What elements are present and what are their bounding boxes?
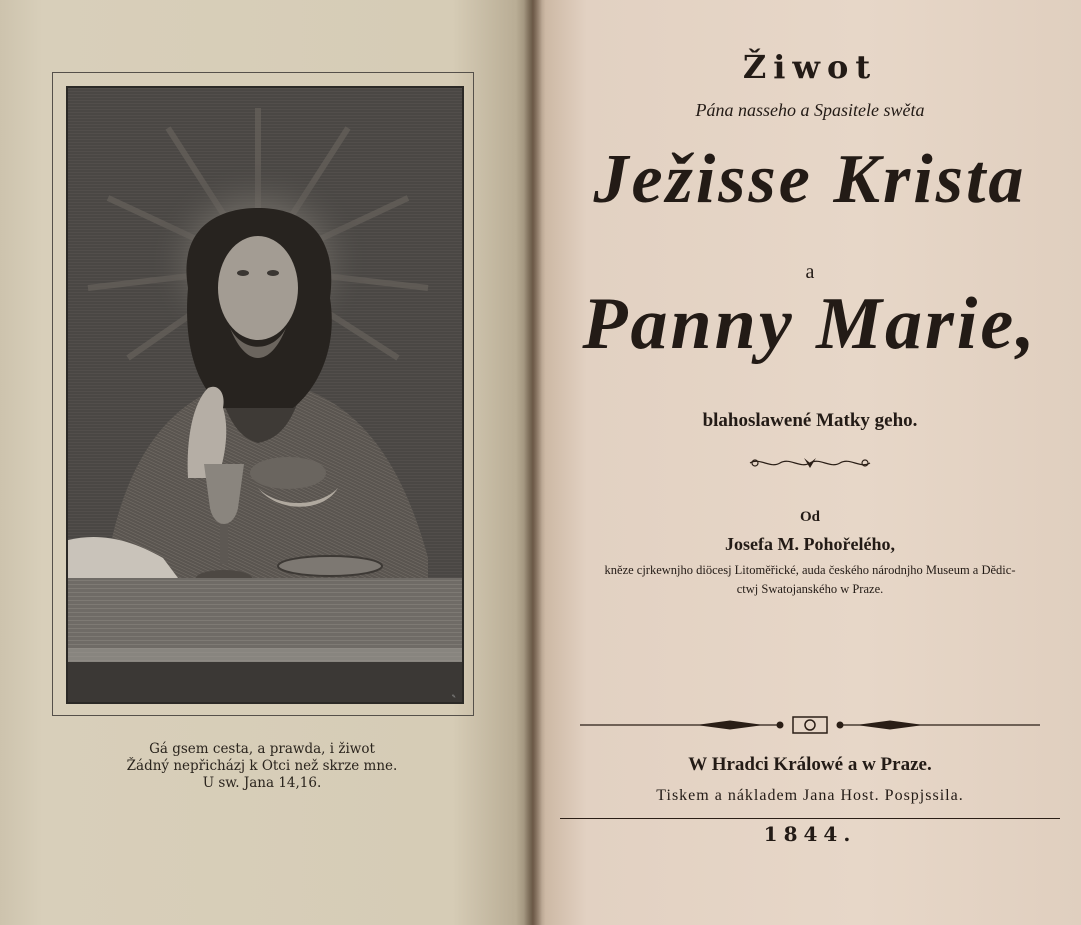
title-epithet: blahoslawené Matky geho.: [702, 410, 918, 431]
frontispiece-engraving: [66, 86, 464, 704]
book-title: Žiwot: [742, 48, 878, 86]
ornamental-rule-icon: [580, 713, 1040, 737]
imprint-place: W Hradci Králowé a w Praze.: [688, 754, 932, 775]
title-name-christ: Ježisse Krista: [593, 141, 1027, 218]
caption-line: U sw. Jana 14,16.: [202, 775, 322, 791]
book-subtitle: Pána nasseho a Spasitele swěta: [695, 100, 925, 120]
title-page: [560, 0, 1060, 925]
christ-eucharist-engraving-icon: [68, 88, 462, 702]
author-description-line: ctwj Swatojanského w Praze.: [736, 582, 884, 596]
imprint-year: 1844.: [763, 822, 857, 846]
author-name: Josefa M. Pohořelého,: [725, 534, 895, 554]
caption-line: Gá gsem cesta, a prawda, i žiwot: [149, 741, 375, 757]
author-description-line: kněze cjrkewnjho diöcesj Litoměřické, auda českého národnjho Museum a Dědic-: [604, 563, 1016, 577]
caption-line: Žádný nepřicházj k Otci než skrze mne.: [126, 758, 398, 774]
engraver-signature: ✎: [451, 694, 456, 700]
title-conjunction: a: [805, 261, 815, 283]
book-gutter: [524, 0, 542, 925]
small-ornament-icon: [560, 455, 1060, 471]
frontispiece-caption: [52, 741, 472, 792]
imprint-printer: Tiskem a nákladem Jana Host. Pospjssila.: [656, 787, 964, 804]
author-by: Od: [799, 509, 820, 525]
title-name-mary: Panny Marie,: [582, 283, 1038, 365]
year-rule: [560, 818, 1060, 819]
